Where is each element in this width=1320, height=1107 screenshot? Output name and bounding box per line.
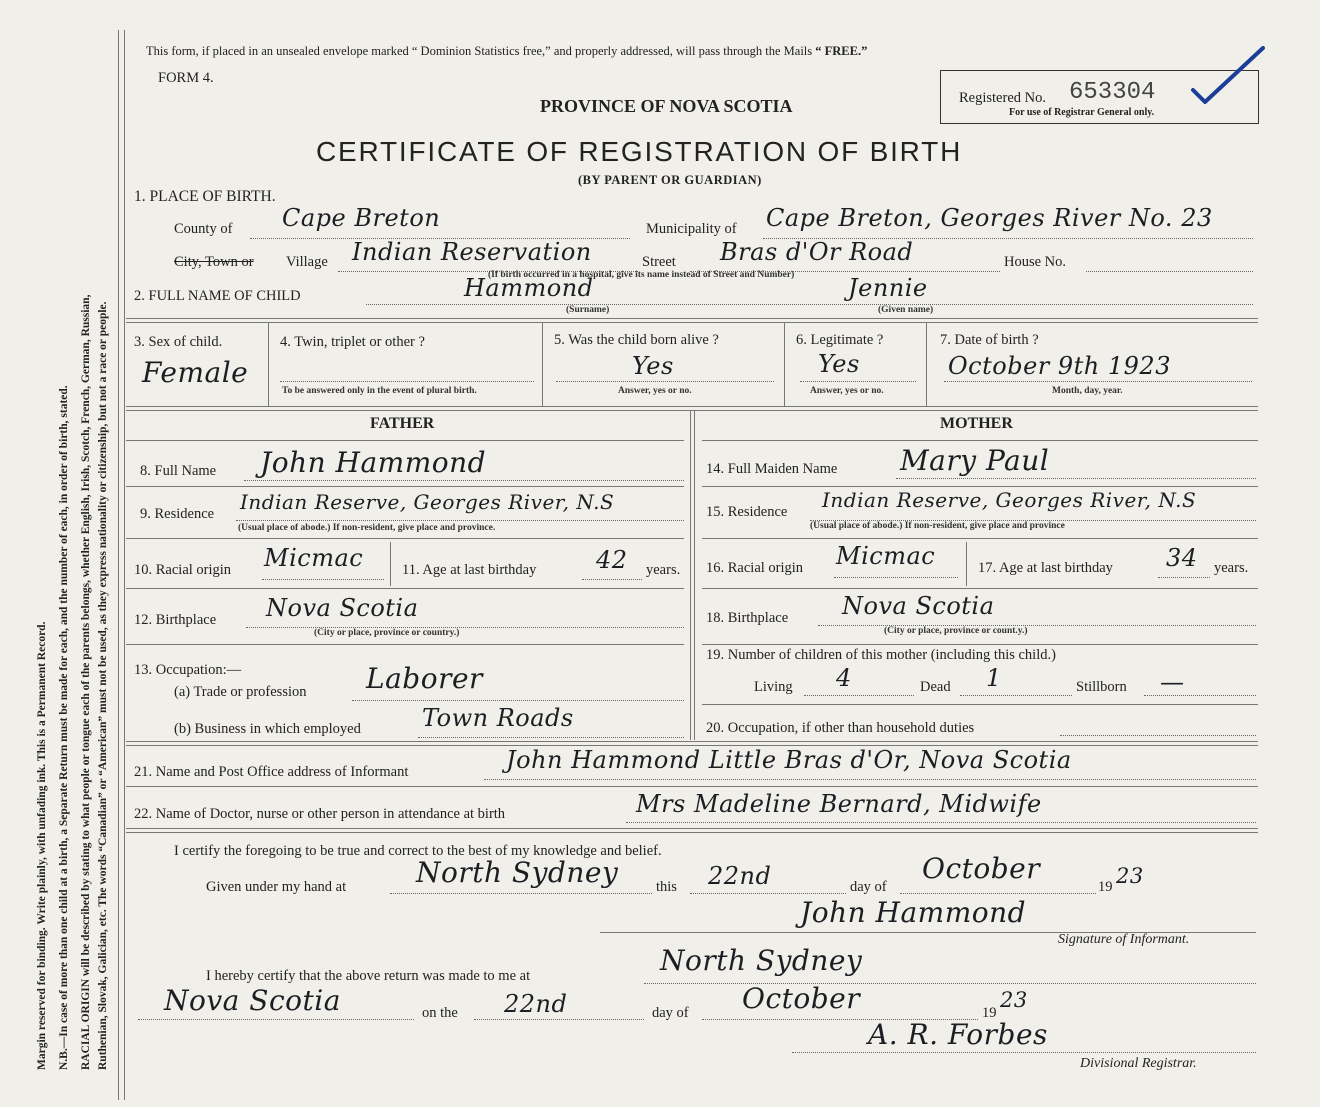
margin-note-2: N.B.—In case of more than one child at a birth, a Separate Return must be made for each, and the number of each, in order of birth, stated. [58,385,70,1070]
registrar-year-value: 23 [1000,988,1028,1012]
doctor-label: 22. Name of Doctor, nurse or other person in attendance at birth [134,806,506,822]
mother-race-value: Micmac [836,542,936,570]
date-of-birth-label: 7. Date of birth ? [940,332,1039,348]
mother-name-value: Mary Paul [900,444,1050,477]
registrar-place-1: North Sydney [660,944,863,977]
father-residence-note: (Usual place of abode.) If non-resident, give place and province. [238,523,496,533]
father-age-unit: years. [646,562,681,578]
given-year-prefix: 19 [1098,879,1113,895]
doctor-value: Mrs Madeline Bernard, Midwife [636,790,1042,818]
given-year-value: 23 [1116,864,1144,888]
living-value: 4 [836,664,852,692]
sex-label: 3. Sex of child. [134,334,223,350]
registrar-day-of-label: day of [652,1005,689,1021]
place-of-birth-label: 1. PLACE OF BIRTH. [134,188,276,205]
given-place-value: North Sydney [416,856,619,889]
informant-signature: John Hammond [800,896,1027,929]
check-mark-icon [1185,42,1270,110]
father-name-value: John Hammond [260,446,487,479]
legitimate-value: Yes [818,350,860,378]
margin-note-3: RACIAL ORIGIN will be described by stating to what people or tongue each of the parents belongs, whether English, Irish, Scotch, French, German, Russian, [80,294,92,1070]
twin-note: To be answered only in the event of plural birth. [282,386,477,396]
business-value: Town Roads [422,704,574,732]
father-birthplace-value: Nova Scotia [266,594,419,622]
day-of-label: day of [850,879,887,895]
father-age-label: 11. Age at last birthday [402,562,537,578]
date-of-birth-note: Month, day, year. [1052,386,1123,396]
margin-rule [118,30,119,1100]
trade-value: Laborer [366,662,483,695]
registrar-month-value: October [742,982,861,1015]
stillborn-label: Stillborn [1076,679,1127,695]
child-surname-value: Hammond [464,274,594,302]
father-name-label: 8. Full Name [140,463,217,479]
certificate-title: CERTIFICATE OF REGISTRATION OF BIRTH [316,136,963,167]
given-day-value: 22nd [708,862,772,890]
margin-note-1: Margin reserved for binding. Write plainly, with unfading ink. This is a Permanent Record. [36,621,48,1070]
father-residence-value: Indian Reserve, Georges River, N.S [240,490,615,514]
date-of-birth-value: October 9th 1923 [948,352,1171,380]
father-race-value: Micmac [264,544,364,572]
legitimate-note: Answer, yes or no. [810,386,884,396]
form-number: FORM 4. [158,70,214,86]
registrar-caption: Divisional Registrar. [1080,1056,1197,1071]
business-label: (b) Business in which employed [174,721,361,737]
margin-rule-inner [124,30,125,1100]
mother-residence-value: Indian Reserve, Georges River, N.S [822,488,1197,512]
registrar-place-2: Nova Scotia [164,984,341,1017]
mother-race-label: 16. Racial origin [706,560,804,576]
hospital-note: (If birth occurred in a hospital, give its name instead of Street and Number) [488,270,795,280]
father-birthplace-note: (City or place, province or country.) [314,628,460,638]
on-the-label: on the [422,1005,458,1021]
dead-label: Dead [920,679,951,695]
county-label: County of [174,221,233,237]
registered-label: Registered No. [959,90,1046,106]
father-birthplace-label: 12. Birthplace [134,612,217,628]
mother-birthplace-note: (City or place, province or count.y.) [884,626,1028,636]
street-label: Street [642,254,676,270]
mother-age-unit: years. [1214,560,1249,576]
registrar-statement: I hereby certify that the above return was made to me at [206,968,531,984]
registered-number: 653304 [1069,79,1156,106]
registrar-signature: A. R. Forbes [868,1018,1048,1051]
sex-value: Female [142,356,249,389]
mother-occupation-label: 20. Occupation, if other than household duties [706,720,975,736]
province-heading: PROVINCE OF NOVA SCOTIA [540,96,793,116]
mother-birthplace-value: Nova Scotia [842,592,995,620]
given-name-caption: (Given name) [878,305,934,315]
mother-residence-note: (Usual place of abode.) If non-resident, give place and province [810,521,1065,531]
registrar-day-value: 22nd [504,990,568,1018]
certify-statement: I certify the foregoing to be true and correct to the best of my knowledge and belief. [174,843,662,859]
certificate-subtitle: (BY PARENT OR GUARDIAN) [578,173,762,187]
mother-heading: MOTHER [940,415,1013,432]
mail-notice: This form, if placed in an unsealed envelope marked “ Dominion Statistics free,” and properly addressed, will pass through the Mails [146,44,813,58]
surname-caption: (Surname) [566,305,610,315]
born-alive-note: Answer, yes or no. [618,386,692,396]
mother-residence-label: 15. Residence [706,504,788,520]
registered-note: For use of Registrar General only. [1009,107,1155,118]
dead-value: 1 [986,664,1002,692]
mother-age-value: 34 [1166,544,1198,572]
village-value: Indian Reservation [352,238,592,266]
trade-label: (a) Trade or profession [174,684,307,700]
given-month-value: October [922,852,1041,885]
informant-value: John Hammond Little Bras d'Or, Nova Scotia [506,746,1072,774]
street-value: Bras d'Or Road [720,238,914,266]
father-race-label: 10. Racial origin [134,562,232,578]
child-name-label: 2. FULL NAME OF CHILD [134,288,301,304]
born-alive-label: 5. Was the child born alive ? [554,332,719,348]
mail-notice-free: “ FREE.” [815,44,868,58]
born-alive-value: Yes [632,352,674,380]
mother-birthplace-label: 18. Birthplace [706,610,789,626]
father-residence-label: 9. Residence [140,506,215,522]
given-under-label: Given under my hand at [206,879,347,895]
municipality-value: Cape Breton, Georges River No. 23 [766,204,1213,232]
mother-age-label: 17. Age at last birthday [978,560,1113,576]
city-town-label: City, Town or [174,254,254,270]
children-count-label: 19. Number of children of this mother (including this child.) [706,647,1056,663]
informant-signature-caption: Signature of Informant. [1058,932,1190,947]
child-given-name-value: Jennie [848,274,928,302]
house-number-label: House No. [1004,254,1067,270]
registrar-year-prefix: 19 [982,1005,997,1021]
twin-label: 4. Twin, triplet or other ? [280,334,425,350]
legitimate-label: 6. Legitimate ? [796,332,884,348]
village-label: Village [286,254,328,270]
occupation-label: 13. Occupation:— [134,662,242,678]
mail-notice-line [146,44,867,59]
this-label: this [656,879,677,895]
municipality-label: Municipality of [646,221,737,237]
county-value: Cape Breton [282,204,441,232]
father-age-value: 42 [596,546,628,574]
margin-note-4: Ruthenian, Slovak, Galician, etc. The words “Canadian” or “American” must not be used, as they express nationality or citizenship, but not a race or people. [97,301,109,1070]
informant-label: 21. Name and Post Office address of Informant [134,764,409,780]
stillborn-value: — [1160,668,1185,696]
father-heading: FATHER [370,415,435,432]
living-label: Living [754,679,793,695]
mother-name-label: 14. Full Maiden Name [706,461,838,477]
